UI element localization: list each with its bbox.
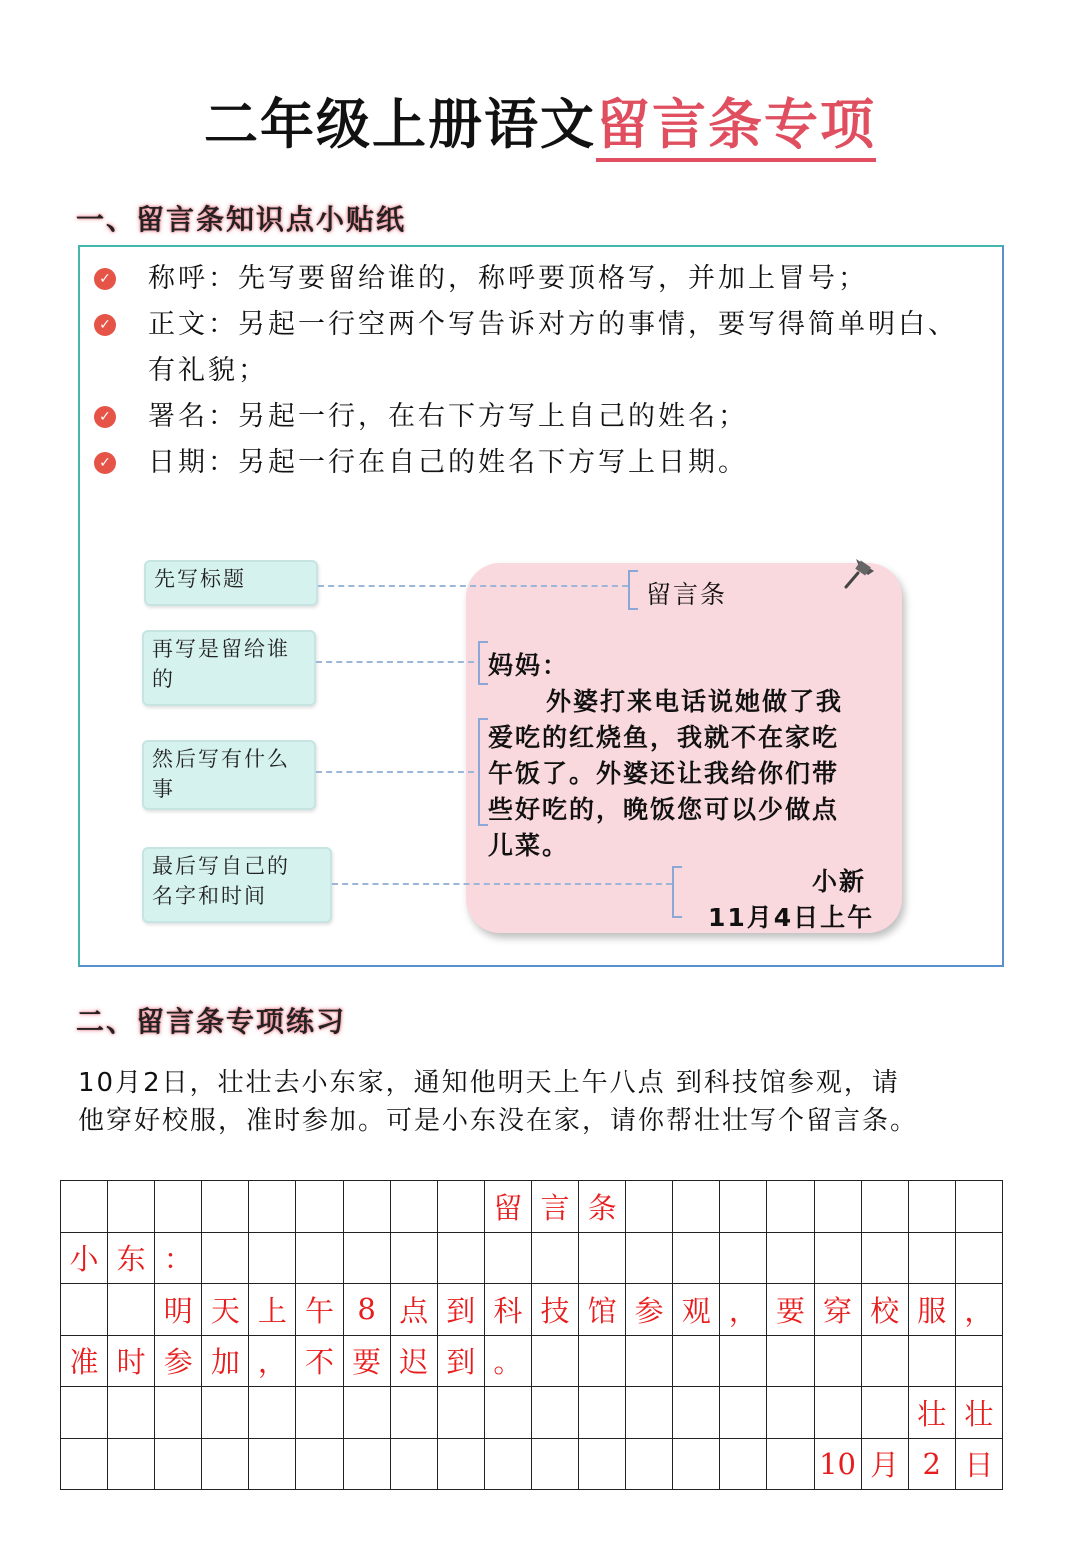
section1-heading: 一、留言条知识点小贴纸 xyxy=(76,203,407,236)
grid-cell xyxy=(955,1335,1002,1387)
label-body-step: 然后写有什么 事 xyxy=(142,740,316,810)
grid-cell xyxy=(673,1438,720,1490)
grid-cell: 日 xyxy=(955,1438,1002,1490)
grid-cell xyxy=(296,1387,343,1439)
grid-cell xyxy=(437,1438,484,1490)
grid-cell: 留 xyxy=(484,1181,531,1233)
connector-line xyxy=(316,661,474,663)
label-greeting-step: 再写是留给谁 的 xyxy=(142,630,316,706)
bracket xyxy=(628,570,638,610)
page-title: 二年级上册语文留言条专项 xyxy=(0,82,1080,159)
grid-cell xyxy=(720,1232,767,1284)
grid-cell xyxy=(861,1232,908,1284)
grid-cell: 小 xyxy=(61,1232,108,1284)
grid-cell xyxy=(579,1335,626,1387)
note-signature: 小新 xyxy=(812,867,867,896)
grid-cell xyxy=(767,1181,814,1233)
section2-heading: 二、留言条专项练习 xyxy=(76,1005,347,1038)
grid-cell xyxy=(108,1438,155,1490)
grid-cell xyxy=(579,1232,626,1284)
grid-cell xyxy=(814,1387,861,1439)
grid-cell: 上 xyxy=(249,1284,296,1336)
grid-cell xyxy=(720,1181,767,1233)
grid-cell xyxy=(531,1335,578,1387)
grid-cell: 言 xyxy=(531,1181,578,1233)
grid-cell: 。 xyxy=(484,1335,531,1387)
grid-cell xyxy=(626,1181,673,1233)
grid-cell: 到 xyxy=(437,1335,484,1387)
grid-cell xyxy=(437,1181,484,1233)
grid-cell xyxy=(626,1387,673,1439)
grid-cell: 参 xyxy=(155,1335,202,1387)
list-item: ✓ 正文：另起一行空两个写告诉对方的事情，要写得简单明白、 有礼貌； xyxy=(90,302,1010,394)
grid-cell xyxy=(814,1232,861,1284)
grid-cell xyxy=(296,1438,343,1490)
grid-cell xyxy=(579,1387,626,1439)
grid-cell xyxy=(531,1387,578,1439)
knowledge-list xyxy=(90,256,1010,486)
grid-cell: 东 xyxy=(108,1232,155,1284)
grid-cell xyxy=(814,1335,861,1387)
grid-cell xyxy=(626,1438,673,1490)
grid-cell xyxy=(767,1438,814,1490)
grid-cell xyxy=(390,1181,437,1233)
grid-cell: 加 xyxy=(202,1335,249,1387)
grid-cell xyxy=(484,1232,531,1284)
grid-cell: 校 xyxy=(861,1284,908,1336)
grid-cell: ， xyxy=(955,1284,1002,1336)
grid-cell xyxy=(484,1387,531,1439)
grid-cell xyxy=(720,1387,767,1439)
check-circle-icon: ✓ xyxy=(94,452,116,474)
grid-cell xyxy=(155,1181,202,1233)
grid-row xyxy=(61,1438,1003,1490)
grid-cell xyxy=(61,1387,108,1439)
note-body-line: 儿菜。 xyxy=(488,831,570,860)
grid-cell xyxy=(767,1387,814,1439)
grid-cell xyxy=(155,1387,202,1439)
grid-cell xyxy=(720,1335,767,1387)
grid-cell: 明 xyxy=(155,1284,202,1336)
grid-cell xyxy=(202,1232,249,1284)
note-title: 留言条 xyxy=(646,580,728,609)
connector-line xyxy=(332,883,672,885)
grid-cell xyxy=(955,1232,1002,1284)
grid-cell xyxy=(673,1181,720,1233)
grid-cell xyxy=(531,1232,578,1284)
grid-cell: 条 xyxy=(579,1181,626,1233)
grid-row xyxy=(61,1387,1003,1439)
grid-cell xyxy=(202,1387,249,1439)
page-title-highlight: 留言条专项 xyxy=(596,93,876,162)
grid-cell xyxy=(861,1181,908,1233)
grid-cell xyxy=(249,1387,296,1439)
grid-cell xyxy=(249,1181,296,1233)
grid-cell xyxy=(626,1335,673,1387)
grid-cell xyxy=(108,1181,155,1233)
grid-cell xyxy=(343,1387,390,1439)
note-body-line: 爱吃的红烧鱼，我就不在家吃 xyxy=(488,723,840,752)
grid-cell: 观 xyxy=(673,1284,720,1336)
grid-cell xyxy=(390,1387,437,1439)
grid-cell xyxy=(626,1232,673,1284)
check-circle-icon: ✓ xyxy=(94,406,116,428)
grid-cell: 到 xyxy=(437,1284,484,1336)
grid-cell xyxy=(61,1181,108,1233)
note-greeting: 妈妈： xyxy=(488,651,570,680)
grid-cell xyxy=(908,1181,955,1233)
grid-cell: 10 xyxy=(814,1438,861,1490)
grid-cell: 迟 xyxy=(390,1335,437,1387)
grid-cell xyxy=(343,1232,390,1284)
grid-cell xyxy=(767,1232,814,1284)
grid-cell: 点 xyxy=(390,1284,437,1336)
grid-cell xyxy=(343,1438,390,1490)
grid-cell xyxy=(202,1438,249,1490)
grid-row xyxy=(61,1232,1003,1284)
grid-cell: 准 xyxy=(61,1335,108,1387)
note-body-line: 午饭了。外婆还让我给你们带 xyxy=(488,759,840,788)
grid-cell xyxy=(955,1181,1002,1233)
grid-cell: ， xyxy=(720,1284,767,1336)
grid-cell: 月 xyxy=(861,1438,908,1490)
grid-cell xyxy=(61,1438,108,1490)
bracket xyxy=(478,641,488,685)
grid-row xyxy=(61,1284,1003,1336)
grid-cell xyxy=(908,1335,955,1387)
grid-cell: 午 xyxy=(296,1284,343,1336)
grid-cell xyxy=(61,1284,108,1336)
grid-cell xyxy=(579,1438,626,1490)
grid-cell xyxy=(673,1387,720,1439)
grid-cell xyxy=(343,1181,390,1233)
grid-cell xyxy=(296,1181,343,1233)
grid-cell: 8 xyxy=(343,1284,390,1336)
note-body-line: 外婆打来电话说她做了我 xyxy=(546,687,844,716)
grid-cell xyxy=(531,1438,578,1490)
note-body-line: 些好吃的，晚饭您可以少做点 xyxy=(488,795,840,824)
grid-cell xyxy=(249,1232,296,1284)
grid-cell xyxy=(296,1232,343,1284)
grid-cell xyxy=(437,1387,484,1439)
grid-cell xyxy=(861,1335,908,1387)
grid-cell xyxy=(155,1438,202,1490)
grid-cell xyxy=(437,1232,484,1284)
grid-cell: 不 xyxy=(296,1335,343,1387)
grid-cell: 馆 xyxy=(579,1284,626,1336)
grid-cell xyxy=(673,1335,720,1387)
grid-cell xyxy=(108,1284,155,1336)
grid-cell xyxy=(249,1438,296,1490)
grid-cell xyxy=(673,1232,720,1284)
check-circle-icon: ✓ xyxy=(94,314,116,336)
label-signature-step: 最后写自己的 名字和时间 xyxy=(142,847,332,923)
grid-cell: 2 xyxy=(908,1438,955,1490)
grid-cell xyxy=(861,1387,908,1439)
grid-cell xyxy=(484,1438,531,1490)
grid-cell: 天 xyxy=(202,1284,249,1336)
grid-cell: 穿 xyxy=(814,1284,861,1336)
grid-cell: 时 xyxy=(108,1335,155,1387)
grid-row xyxy=(61,1335,1003,1387)
exercise-prompt: 10月2日，壮壮去小东家，通知他明天上午八点 到科技馆参观，请 他穿好校服，准时参加。可是小东没在家，请你帮壮壮写个留言条。 xyxy=(78,1068,919,1136)
pushpin-icon xyxy=(842,555,878,591)
grid-cell xyxy=(767,1335,814,1387)
grid-cell xyxy=(390,1438,437,1490)
bracket xyxy=(478,718,488,826)
connector-line xyxy=(318,585,628,587)
note-date: 11月4日上午 xyxy=(708,903,875,932)
grid-cell: 要 xyxy=(767,1284,814,1336)
grid-cell: ： xyxy=(155,1232,202,1284)
grid-cell xyxy=(720,1438,767,1490)
list-item: ✓ 日期：另起一行在自己的姓名下方写上日期。 xyxy=(90,440,1010,486)
list-item: ✓ 称呼：先写要留给谁的，称呼要顶格写，并加上冒号； xyxy=(90,256,1010,302)
grid-row xyxy=(61,1181,1003,1233)
grid-cell: 参 xyxy=(626,1284,673,1336)
grid-cell: 科 xyxy=(484,1284,531,1336)
grid-cell: 服 xyxy=(908,1284,955,1336)
grid-cell xyxy=(814,1181,861,1233)
grid-cell: 要 xyxy=(343,1335,390,1387)
grid-cell: 技 xyxy=(531,1284,578,1336)
grid-cell: 壮 xyxy=(955,1387,1002,1439)
bracket xyxy=(672,866,682,918)
grid-cell: ， xyxy=(249,1335,296,1387)
grid-cell xyxy=(108,1387,155,1439)
connector-line xyxy=(316,771,474,773)
grid-cell: 壮 xyxy=(908,1387,955,1439)
list-item: ✓ 署名：另起一行，在右下方写上自己的姓名； xyxy=(90,394,1010,440)
grid-cell xyxy=(908,1232,955,1284)
check-circle-icon: ✓ xyxy=(94,268,116,290)
label-title-step: 先写标题 xyxy=(144,560,318,606)
grid-cell xyxy=(202,1181,249,1233)
writing-grid xyxy=(60,1180,1003,1490)
grid-cell xyxy=(390,1232,437,1284)
